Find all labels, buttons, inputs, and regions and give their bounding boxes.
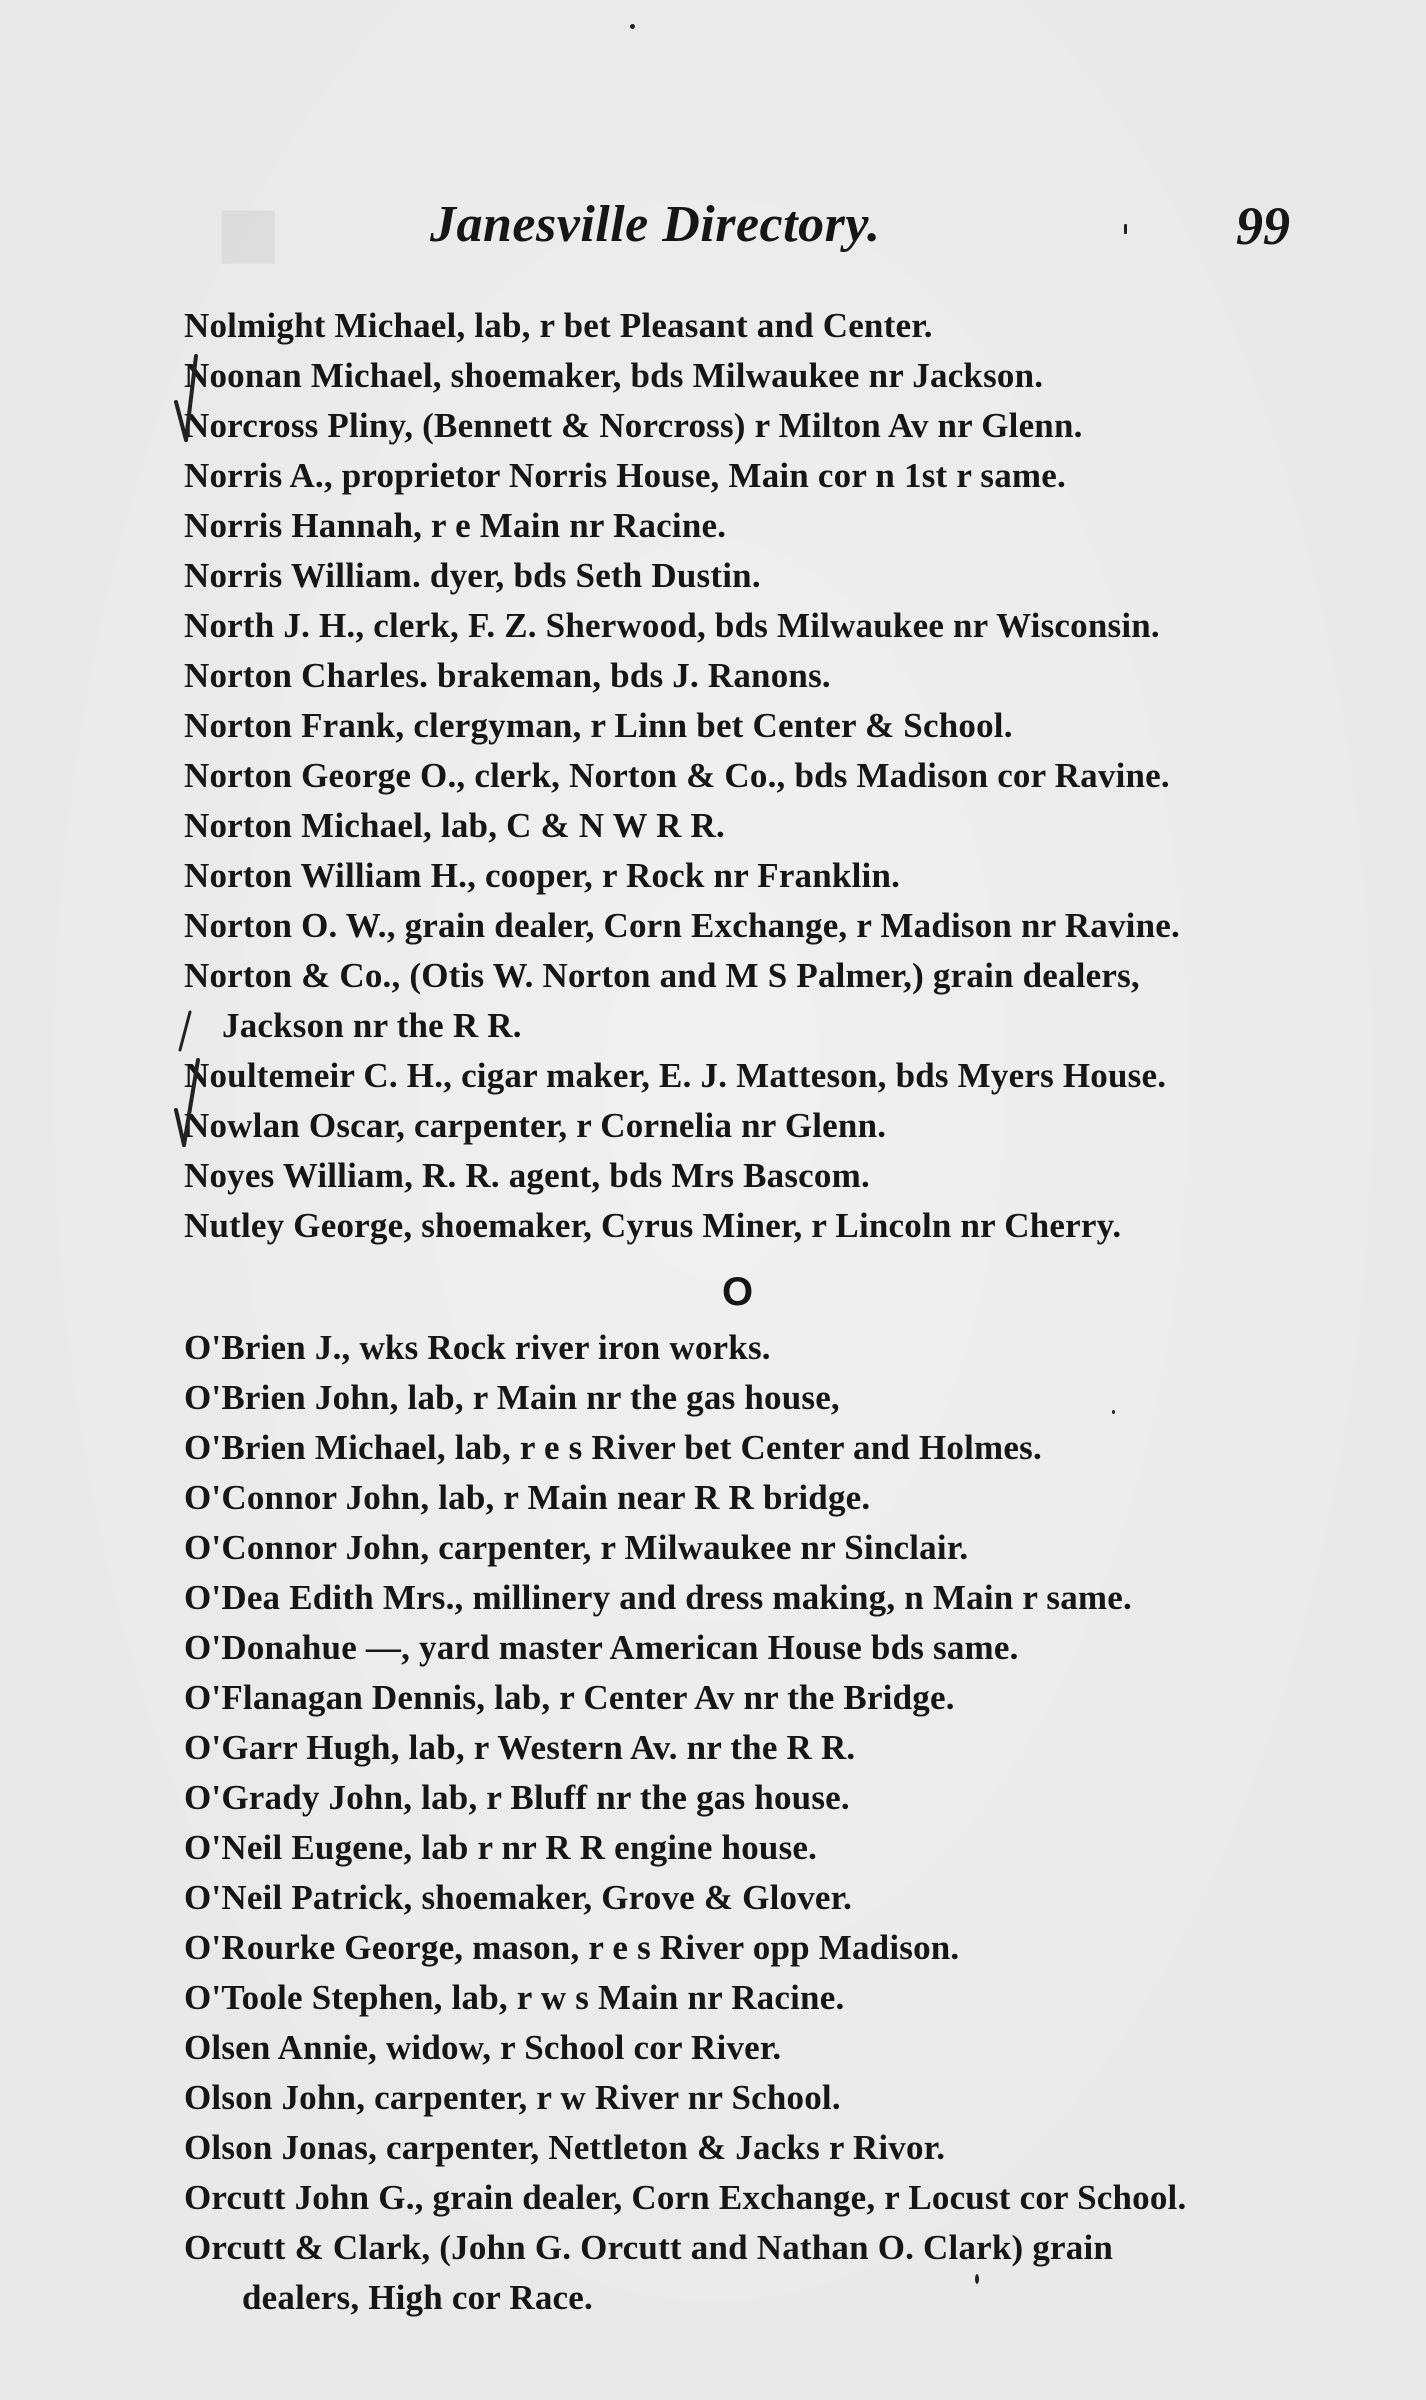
entry-n-7: Norton Charles. brakeman, bds J. Ranons. — [184, 656, 831, 695]
entry-o-5: O'Dea Edith Mrs., millinery and dress making, n Main r same. — [184, 1578, 1132, 1617]
check-mark-lower-top — [180, 1012, 190, 1050]
entry-o-1: O'Brien John, lab, r Main nr the gas house, — [184, 1378, 840, 1417]
entry-o-11: O'Neil Patrick, shoemaker, Grove & Glover. — [184, 1878, 853, 1917]
entry-n-15: Noultemeir C. H., cigar maker, E. J. Matteson, bds Myers House. — [184, 1056, 1167, 1095]
check-mark-lower — [176, 1060, 198, 1145]
entry-o-7: O'Flanagan Dennis, lab, r Center Av nr the Bridge. — [184, 1678, 955, 1717]
entry-n-0: Nolmight Michael, lab, r bet Pleasant and Center. — [184, 306, 933, 345]
entry-o-2: O'Brien Michael, lab, r e s River bet Center and Holmes. — [184, 1428, 1042, 1467]
entry-n-6: North J. H., clerk, F. Z. Sherwood, bds Milwaukee nr Wisconsin. — [184, 606, 1160, 645]
entry-o-12: O'Rourke George, mason, r e s River opp Madison. — [184, 1928, 960, 1967]
entry-n-16: Nowlan Oscar, carpenter, r Cornelia nr Glenn. — [184, 1106, 887, 1145]
entry-n-1: Noonan Michael, shoemaker, bds Milwaukee nr Jackson. — [184, 356, 1044, 395]
entry-n-3: Norris A., proprietor Norris House, Main cor n 1st r same. — [184, 456, 1066, 495]
entry-o-17: Orcutt John G., grain dealer, Corn Exchange, r Locust cor School. — [184, 2178, 1187, 2217]
entry-n-9: Norton George O., clerk, Norton & Co., bds Madison cor Ravine. — [184, 756, 1170, 795]
entry-o-8: O'Garr Hugh, lab, r Western Av. nr the R R. — [184, 1728, 856, 1767]
entry-o-18: Orcutt & Clark, (John G. Orcutt and Nathan O. Clark) grain — [184, 2228, 1114, 2267]
entry-o-4: O'Connor John, carpenter, r Milwaukee nr Sinclair. — [184, 1528, 969, 1567]
entry-o-14: Olsen Annie, widow, r School cor River. — [184, 2028, 782, 2067]
entry-o-18-continuation: dealers, High cor Race. — [242, 2278, 593, 2317]
entry-n-18: Nutley George, shoemaker, Cyrus Miner, r Lincoln nr Cherry. — [184, 1206, 1122, 1245]
entry-n-10: Norton Michael, lab, C & N W R R. — [184, 806, 725, 845]
ink-speck — [630, 24, 635, 29]
bleed-through-decoration: ■ — [215, 172, 288, 294]
entry-n-5: Norris William. dyer, bds Seth Dustin. — [184, 556, 761, 595]
entry-n-13-continuation: Jackson nr the R R. — [222, 1006, 522, 1045]
entry-o-15: Olson John, carpenter, r w River nr School. — [184, 2078, 841, 2117]
entry-n-8: Norton Frank, clergyman, r Linn bet Center & School. — [184, 706, 1013, 745]
entry-o-16: Olson Jonas, carpenter, Nettleton & Jacks r Rivor. — [184, 2128, 946, 2167]
entry-n-2: Norcross Pliny, (Bennett & Norcross) r Milton Av nr Glenn. — [184, 406, 1083, 445]
section-letter-heading: O — [722, 1270, 754, 1314]
entry-o-3: O'Connor John, lab, r Main near R R bridge. — [184, 1478, 871, 1517]
ink-speck — [1112, 1410, 1115, 1414]
entry-n-13: Norton & Co., (Otis W. Norton and M S Palmer,) grain dealers, — [184, 956, 1140, 995]
running-title: Janesville Directory. — [430, 196, 881, 253]
entry-n-11: Norton William H., cooper, r Rock nr Franklin. — [184, 856, 901, 895]
entry-o-0: O'Brien J., wks Rock river iron works. — [184, 1328, 771, 1367]
entry-n-17: Noyes William, R. R. agent, bds Mrs Bascom. — [184, 1156, 870, 1195]
page-number: 99 — [1236, 196, 1290, 256]
entry-o-10: O'Neil Eugene, lab r nr R R engine house. — [184, 1828, 818, 1867]
ink-speck — [1124, 224, 1127, 234]
ink-speck — [975, 2274, 979, 2284]
entry-o-9: O'Grady John, lab, r Bluff nr the gas house. — [184, 1778, 850, 1817]
check-mark-upper — [176, 356, 196, 440]
entry-o-6: O'Donahue —, yard master American House bds same. — [184, 1628, 1019, 1667]
entry-n-12: Norton O. W., grain dealer, Corn Exchange, r Madison nr Ravine. — [184, 906, 1180, 945]
entry-o-13: O'Toole Stephen, lab, r w s Main nr Racine. — [184, 1978, 845, 2017]
entry-n-4: Norris Hannah, r e Main nr Racine. — [184, 506, 727, 545]
